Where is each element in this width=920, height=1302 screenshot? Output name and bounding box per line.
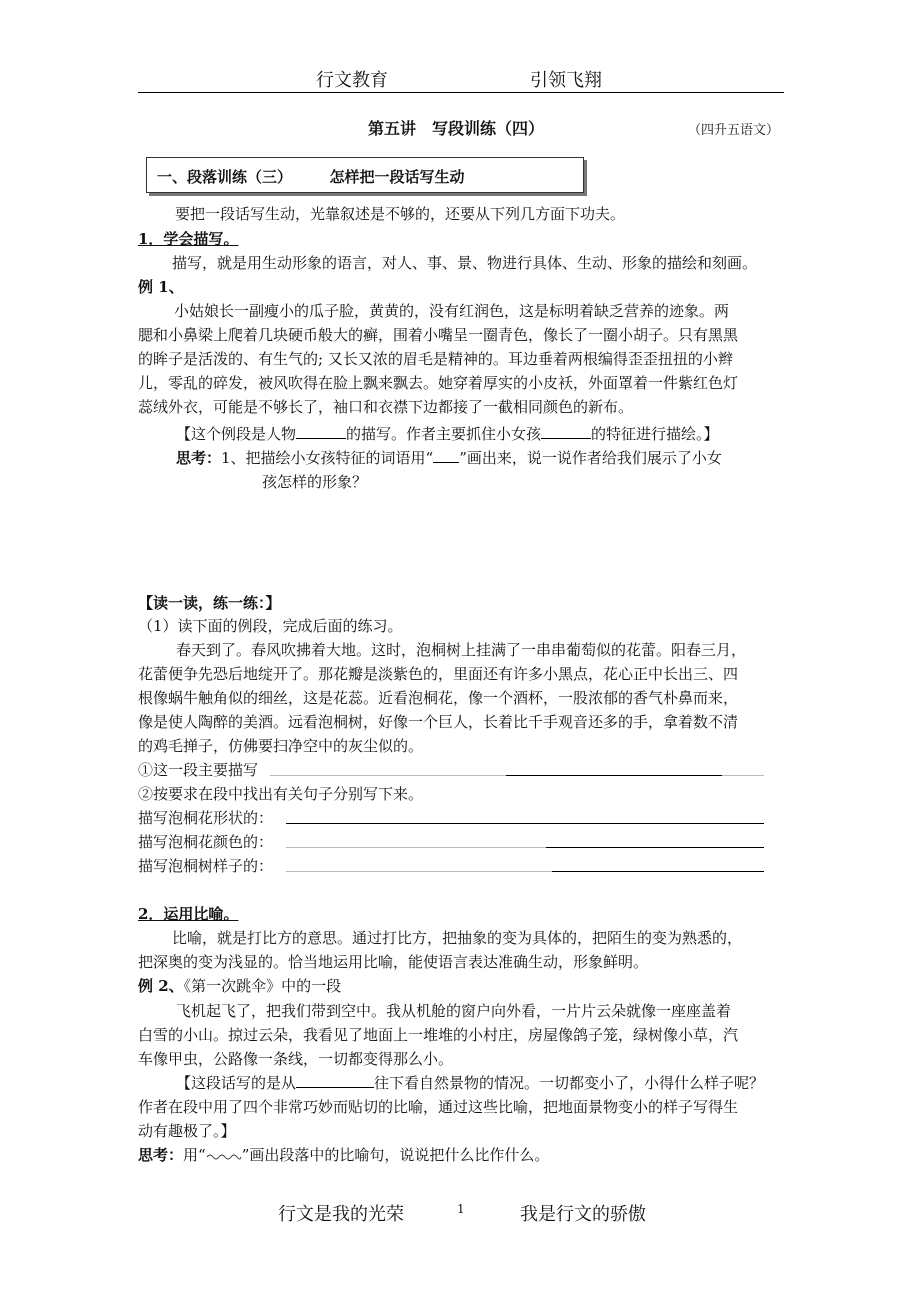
s1-example-label: 例 1、 [138,278,184,296]
answer-line[interactable] [286,823,764,824]
s1-example-line: 腮和小鼻梁上爬着几块硬币般大的癣，围着小嘴呈一圈青色，像长了一圈小胡子。只有黑黑 [138,326,739,344]
think-part: 用“ [183,1146,206,1164]
s1-think-cont: 孩怎样的形象？ [262,473,368,491]
header-left: 行文教育 [316,70,388,91]
answer-line[interactable] [506,775,722,776]
think-part: ”画出来，说一说作者给我们展示了小女 [459,449,722,467]
section-title: 一、段落训练（三） 怎样把一段话写生动 [157,168,465,186]
s2-example-label: 例 2、 [138,977,184,995]
s2-heading: 2．运用比喻。 [138,905,239,923]
bracket-part: 的描写。作者主要抓住小女孩 [346,425,542,443]
think-part: ”画出段落中的比喻句，说说把什么比作什么。 [241,1146,550,1164]
s2-example-heading [138,974,341,998]
page-number: 1 [457,1202,465,1216]
s1-heading: 1．学会描写。 [138,230,239,248]
header-right: 引领飞翔 [530,70,602,91]
header-rule [138,92,784,93]
s1-example-line: 的眸子是活泼的、有生气的; 又长又浓的眉毛是精神的。耳边垂着两根编得歪歪扭扭的小辫 [138,350,733,368]
fill-blank[interactable] [296,424,346,439]
s1-definition: 描写，就是用生动形象的语言，对人、事、景、物进行具体、生动、形象的描绘和刻画。 [172,254,758,272]
fill-blank [433,448,459,463]
read-heading: 【读一读，练一练：】 [138,594,281,612]
question-2b: 描写泡桐花颜色的： [138,833,274,851]
read-line: 的鸡毛掸子，仿佛要扫净空中的灰尘似的。 [138,737,424,755]
footer-left: 行文是我的光荣 [278,1204,404,1225]
grade-label: （四升五语文） [688,123,780,138]
answer-line[interactable] [546,847,764,848]
s1-bracket-note [176,422,719,446]
read-line: 春天到了。春风吹拂着大地。这时，泡桐树上挂满了一串串葡萄似的花蕾。阳春三月， [176,641,747,659]
s1-example-line: 蕊绒外衣，可能是不够长了，袖口和衣襟下边都接了一截相同颜色的新布。 [138,398,634,416]
read-line: 花蕾便争先恐后地绽开了。那花瓣是淡紫色的，里面还有许多小黑点，花心正中长出三、四 [138,665,739,683]
think-part: 1、把描绘小女孩特征的词语用“ [221,449,434,467]
question-2a: 描写泡桐花形状的： [138,809,274,827]
s2-definition: 把深奥的变为浅显的。恰当地运用比喻，能使语言表达准确生动，形象鲜明。 [138,953,649,971]
s1-example-line: 小姑娘长一副瘦小的瓜子脸，黄黄的，没有红润色，这是标明着缺乏营养的迹象。两 [174,302,730,320]
read-line: 根像蜗牛触角似的细丝，这是花蕊。近看泡桐花，像一个酒杯，一股浓郁的香气朴鼻而来， [138,689,739,707]
question-2c: 描写泡桐树样子的： [138,857,274,875]
fill-blank[interactable] [296,1073,374,1088]
wavy-underline-icon [206,1152,242,1160]
bracket-part: 【这个例段是人物 [176,425,297,443]
read-line: 像是使人陶醉的美酒。远看泡桐树，好像一个巨人，长着比千手观音还多的手，拿着数不清 [138,713,739,731]
s1-think [176,446,722,470]
s1-example-line: 儿，零乱的碎发，被风吹得在脸上飘来飘去。她穿着厚实的小皮袄，外面罩着一件紫红色灯 [138,374,739,392]
think-label: 思考： [138,1146,184,1164]
s2-definition: 比喻，就是打比方的意思。通过打比方，把抽象的变为具体的，把陌生的变为熟悉的， [172,929,743,947]
s2-example-line: 车像甲虫，公路像一条线，一切都变得那么小。 [138,1050,454,1068]
s2-think [138,1143,549,1167]
page-title: 第五讲 写段训练（四） [368,119,545,138]
intro-text: 要把一段话写生动，光靠叙述是不够的，还要从下列几方面下功夫。 [175,205,626,223]
fill-blank[interactable] [541,424,591,439]
bracket-part: 的特征进行描绘。】 [591,425,719,443]
s2-bracket-line: 作者在段中用了四个非常巧妙而贴切的比喻，通过这些比喻，把地面景物变小的样子写得生 [138,1098,739,1116]
bracket-part: 【这段话写的是从 [176,1074,297,1092]
s2-example-line: 白雪的小山。掠过云朵，我看见了地面上一堆堆的小村庄，房屋像鸽子笼，绿树像小草，汽 [138,1026,739,1044]
s2-bracket-line: 动有趣极了。】 [138,1122,236,1140]
think-label: 思考： [176,449,222,467]
footer-right: 我是行文的骄傲 [520,1204,646,1225]
s2-example-title: 《第一次跳伞》中的一段 [183,977,342,995]
bracket-part: 往下看自然景物的情况。一切都变小了，小得什么样子呢？ [374,1074,765,1092]
question-2: ②按要求在段中找出有关句子分别写下来。 [138,785,424,803]
s2-example-line: 飞机起飞了，把我们带到空中。我从机舱的窗户向外看，一片片云朵就像一座座盖着 [176,1002,732,1020]
section-box [146,157,584,193]
answer-line[interactable] [552,871,764,872]
s2-bracket-note [176,1071,764,1095]
question-1: ①这一段主要描写 [138,761,259,779]
read-task: （1）读下面的例段，完成后面的练习。 [138,617,403,635]
